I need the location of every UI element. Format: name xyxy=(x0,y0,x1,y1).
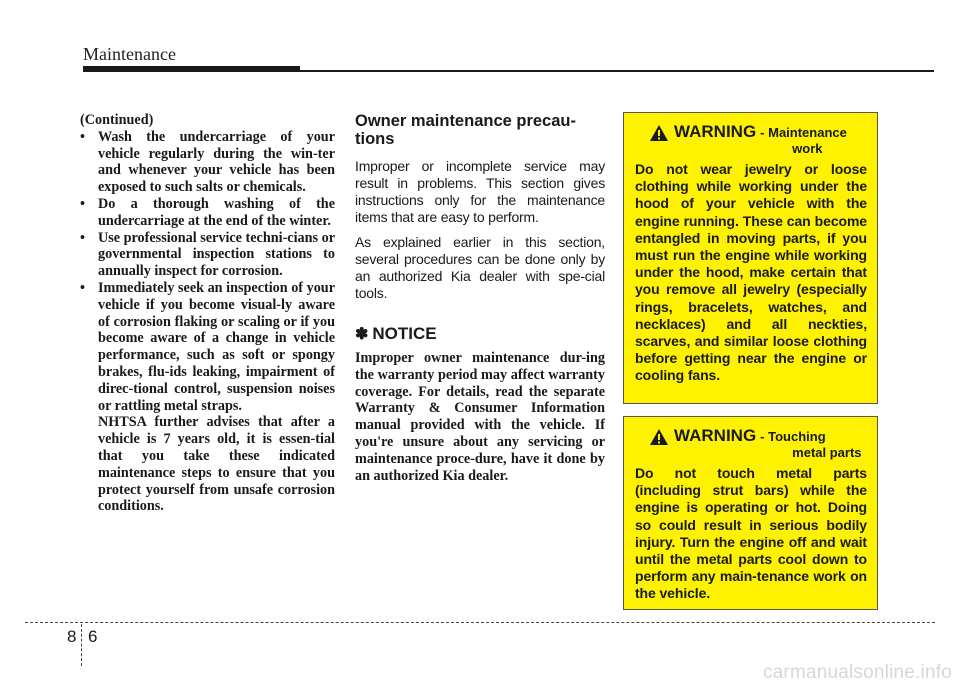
owner-maintenance-heading: Owner maintenance precau-tions xyxy=(355,112,576,148)
bullet-text: Do a thorough washing of the undercarriage at the end of the winter. xyxy=(98,195,335,229)
continued-label: (Continued) xyxy=(80,112,154,128)
warning-subject-line2: work xyxy=(792,141,823,156)
warning-header xyxy=(649,123,867,157)
page-number: 6 xyxy=(88,627,98,646)
bullet-mark: • xyxy=(80,195,85,212)
dealer-paragraph: As explained earlier in this section, several procedures can be done only by an authorized Kia dealer with spe-cial tools. xyxy=(355,234,605,301)
section-title: Maintenance xyxy=(83,44,176,64)
warning-body: Do not wear jewelry or loose clothing while working under the hood of your vehicle with the engine running. These can become entangled in moving parts, if you must run the engine while working under the hood, make certain that you remove all jewelry (especially rings, bracelets, watches, and necklaces) and all neckties, scarves, and similar loose clothing before getting near the engine or cooling fans. xyxy=(635,161,867,384)
bullet-mark: • xyxy=(80,128,85,145)
warning-triangle-icon xyxy=(649,428,669,446)
warning-subject-line1: - Touching xyxy=(760,429,826,444)
intro-paragraph: Improper or incomplete service may result in problems. This section gives instructions only for the maintenance items that are easy to perform. xyxy=(355,158,605,225)
page-number-separator xyxy=(81,624,82,666)
middle-column xyxy=(355,112,605,484)
warning-triangle-icon xyxy=(649,124,669,142)
bullet-item xyxy=(80,230,335,280)
chapter-number: 8 xyxy=(67,627,77,646)
bullet-mark: • xyxy=(80,279,85,296)
warning-subject xyxy=(760,429,861,461)
bullet-mark: • xyxy=(80,229,85,246)
corrosion-bullet-list xyxy=(80,129,335,415)
left-column xyxy=(80,112,335,515)
notice-heading xyxy=(355,324,605,344)
bullet-text: Wash the undercarriage of your vehicle regularly during the win-ter and whenever your vehicle has been exposed to such salts or chemicals. xyxy=(98,128,335,196)
warning-subject-line2: metal parts xyxy=(792,445,862,460)
warning-subject-line1: - Maintenance xyxy=(760,125,847,140)
warning-label: WARNING xyxy=(674,426,757,445)
bullet-text: Immediately seek an inspection of your vehicle if you become visual-ly aware of corrosion flaking or scaling or if you become aware of a change in vehicle performance, such as soft or spongy brakes, flu-ids leaking, impairment of direc-tional control, suspension noises or rattling metal straps. xyxy=(98,279,335,414)
bullet-item xyxy=(80,196,335,230)
nhtsa-advice-paragraph: NHTSA further advises that after a vehicle is 7 years old, it is essen-tial that you take these indicated maintenance steps to ensure that you protect yourself from unsafe corrosion conditions. xyxy=(98,414,335,515)
warning-header xyxy=(649,427,867,461)
notice-body: Improper owner maintenance dur-ing the warranty period may affect warranty coverage. For details, read the separate Warranty & Consumer Information manual provided with the vehicle. If you're unsure about any servicing or maintenance proce-dure, have it done by an authorized Kia dealer. xyxy=(355,350,605,484)
footer-divider xyxy=(25,622,935,623)
notice-title: NOTICE xyxy=(372,324,437,343)
header-rule-thin xyxy=(300,70,934,72)
warning-subject xyxy=(760,125,847,157)
watermark: carmanualsonline.info xyxy=(762,662,952,683)
warning-label: WARNING xyxy=(674,122,757,141)
warning-body: Do not touch metal parts (including strut bars) while the engine is operating or hot. Doing so could result in serious bodily injury. Turn the engine off and wait until the metal parts cool down to perform any main-tenance work on the vehicle. xyxy=(635,465,867,602)
header-rule-thick xyxy=(83,66,300,72)
bullet-text: Use professional service techni-cians or governmental inspection stations to annually inspect for corrosion. xyxy=(98,229,335,280)
notice-star-icon: ✽ xyxy=(355,326,369,343)
bullet-item xyxy=(80,129,335,196)
bullet-item xyxy=(80,280,335,414)
warning-box-maintenance-work xyxy=(623,112,878,404)
warning-box-touching-metal-parts xyxy=(623,416,878,610)
